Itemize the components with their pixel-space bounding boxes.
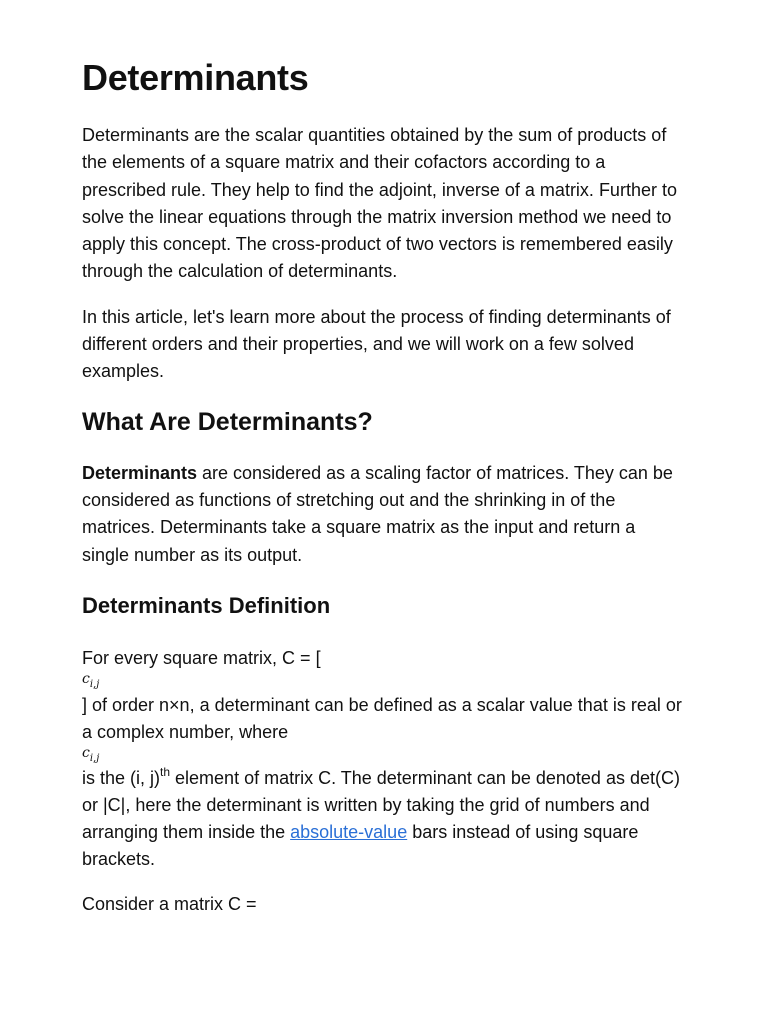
definition-line-3-end: bars instead of using square brackets. [82,822,639,870]
superscript-th: th [160,765,171,780]
bold-term: Determinants [82,462,198,483]
math-c-ij-1: $c_{i,j}$ [82,670,100,690]
absolute-value-link[interactable]: absolute-value [290,822,408,843]
math-c-ij-2: $c_{i,j}$ [82,744,100,764]
what-are-body: are considered as a scaling factor of matrices. They can be considered as functions of stretching out and the shrinking in of the matrices. Determinants take a square matrix as the input and return a single number as its output. [82,462,673,565]
section-heading-definition: Determinants Definition [82,592,331,618]
section-heading-what-are: What Are Determinants? [82,407,373,436]
intro-paragraph-1: Determinants are the scalar quantities obtained by the sum of products of the elements of a square matrix and their cofactors according to a prescribed rule. They help to find the adjoint, inverse of a matrix. Further to solve the linear equations through the matrix inversion method we need to apply this concept. The cross-product of two vectors is remembered easily through the calculation of determinants. [82,125,677,282]
consider-matrix-text: Consider a matrix C = [82,894,257,915]
definition-line-1: For every square matrix, C = [ [82,647,321,668]
definition-paragraph [82,645,686,874]
intro-paragraph-2: In this article, let's learn more about the process of finding determinants of different orders and their properties, and we will work on a few solved examples. [82,306,671,382]
definition-line-2: ] of order n×n, a determinant can be defined as a scalar value that is real or a complex number, where [82,694,682,742]
definition-line-3-post: element of matrix C. The determinant can be denoted as det(C) or |C|, here the determinant is written by taking the grid of numbers and arranging them inside the [82,768,680,843]
page-title: Determinants [82,57,309,98]
what-are-paragraph [82,460,686,569]
definition-line-3-pre: is the (i, j) [82,768,161,789]
